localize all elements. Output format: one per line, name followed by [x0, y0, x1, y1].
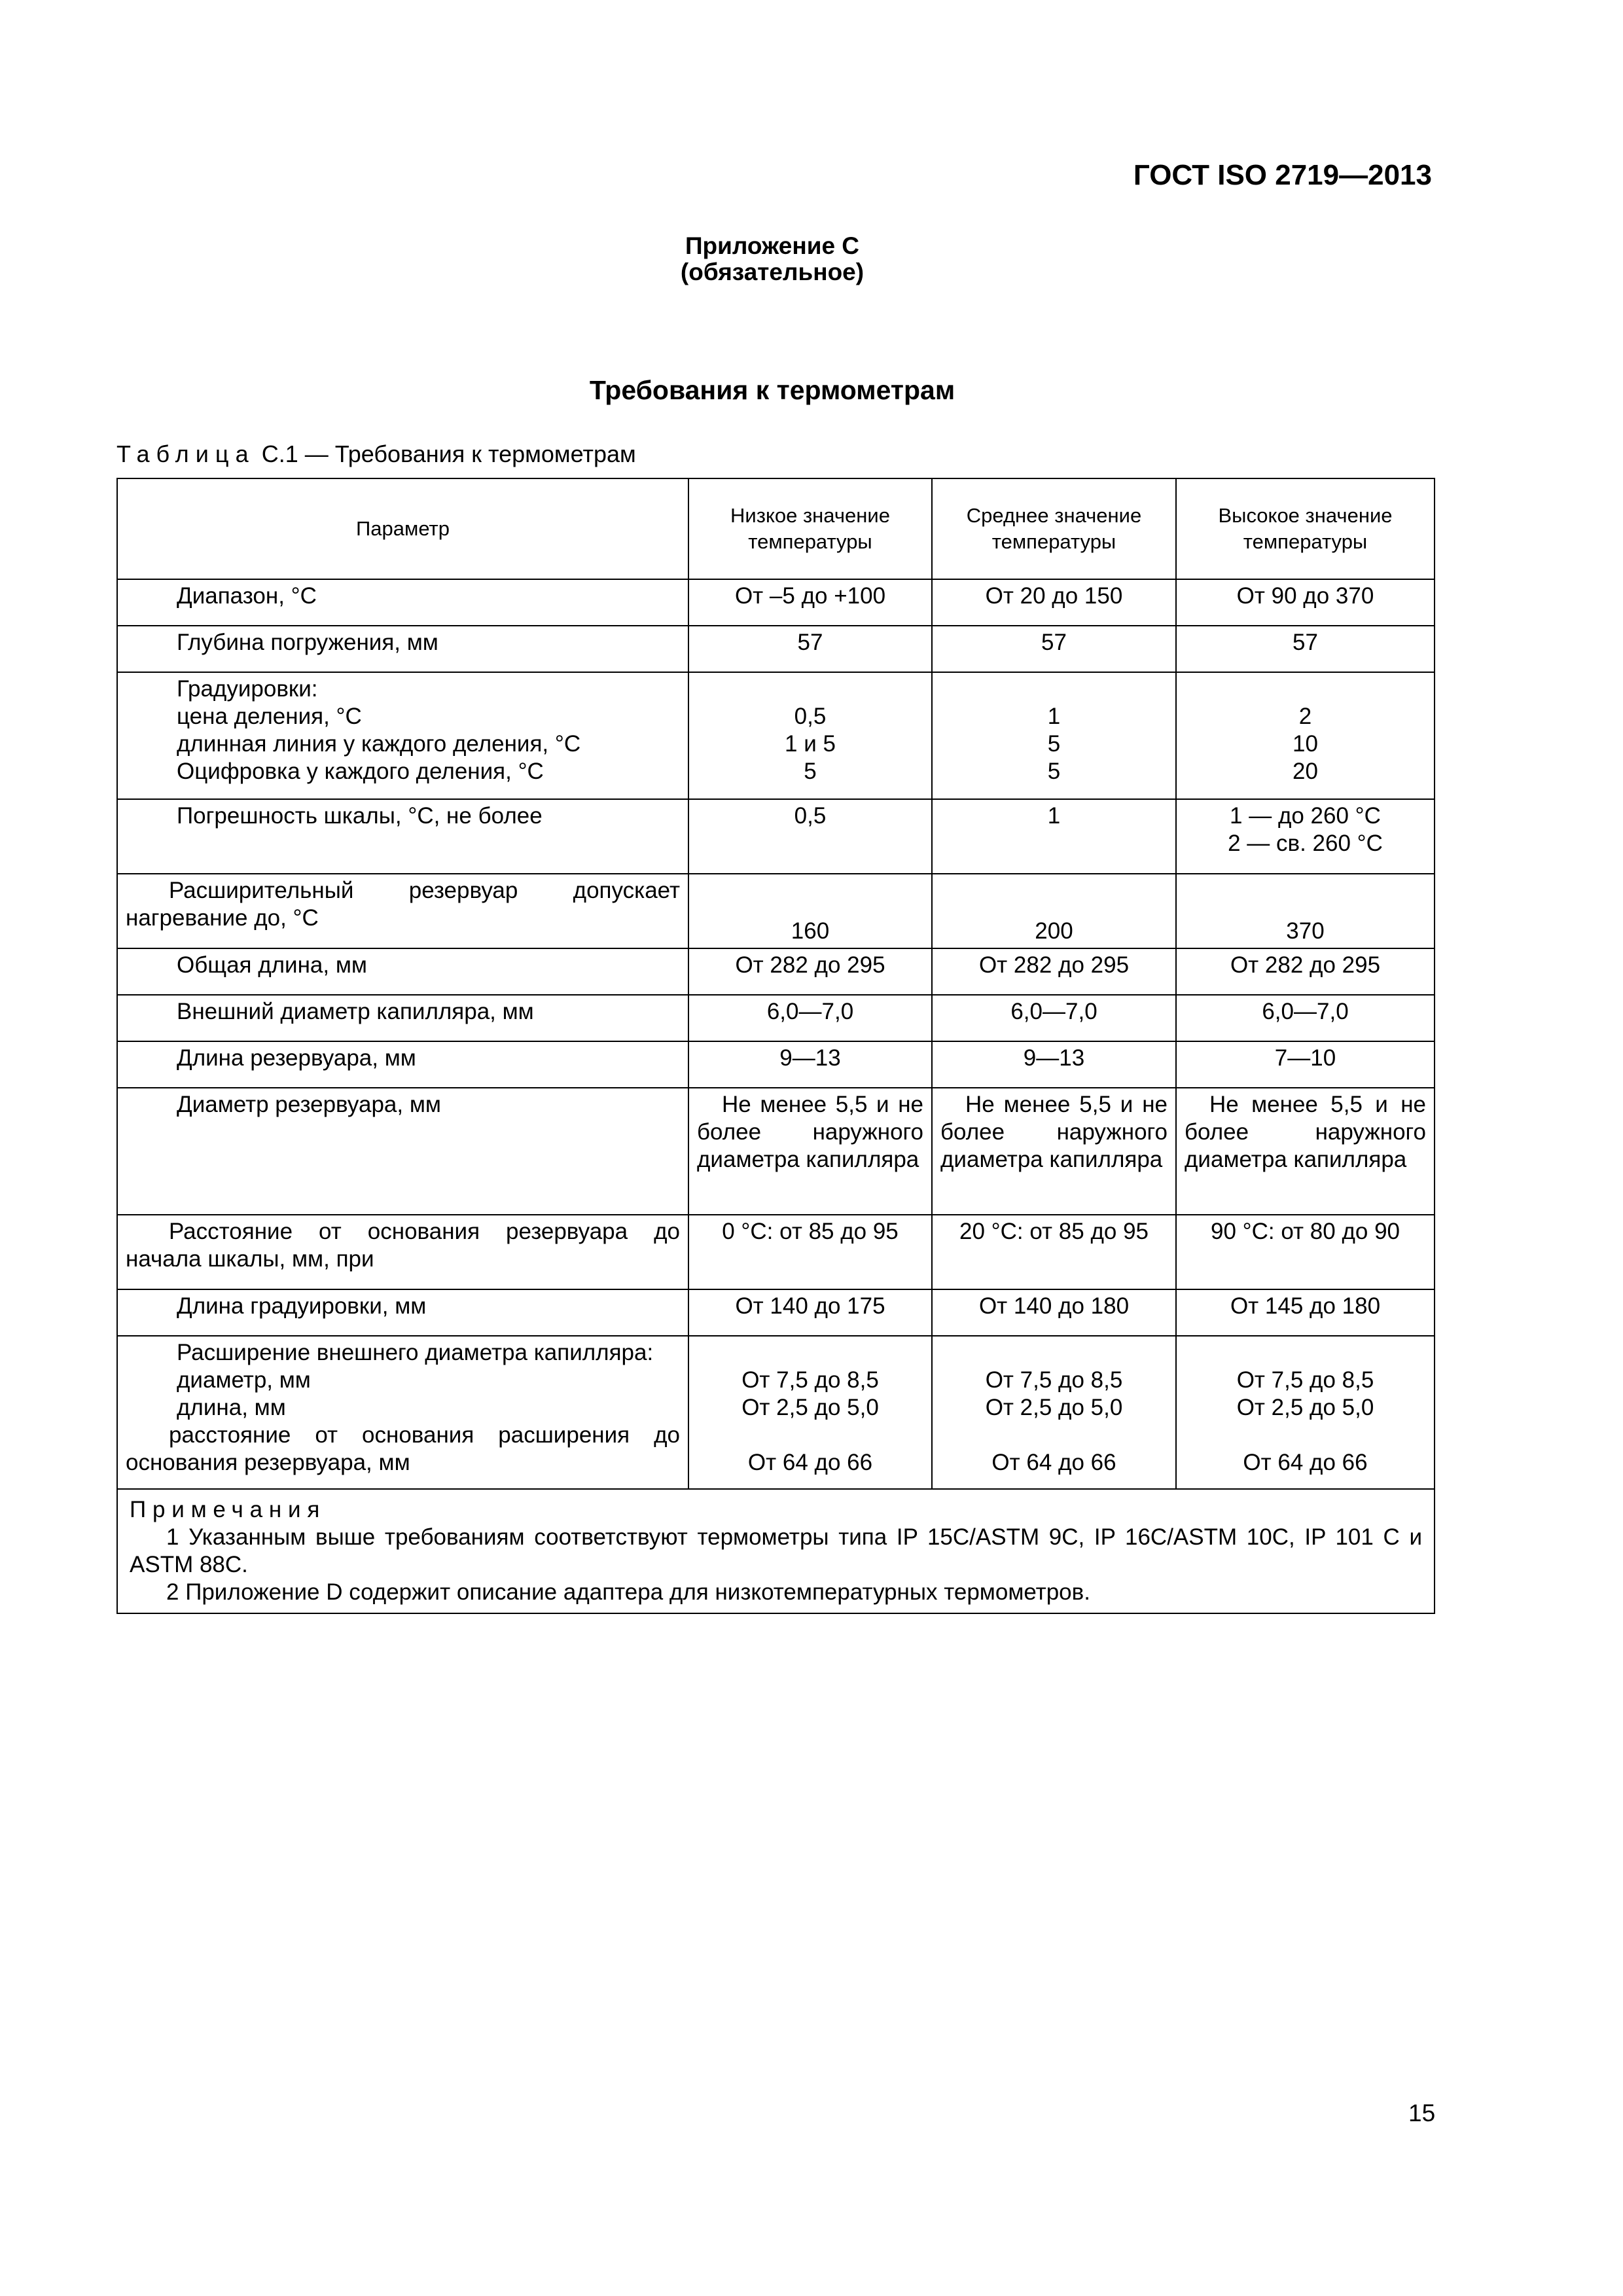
high-cell: [1176, 799, 1435, 874]
value-line: От 64 до 66: [1243, 1450, 1368, 1475]
param-cell: [117, 1041, 688, 1088]
high-cell: 6,0—7,0: [1176, 995, 1435, 1041]
table-row: [117, 579, 1435, 626]
param-text: Расстояние от основания резервуара до начала шкалы, мм, при: [126, 1219, 680, 1272]
param-cell: [117, 626, 688, 672]
mid-cell: От 140 до 180: [932, 1289, 1176, 1336]
low-cell: 0,5: [688, 799, 932, 874]
value-line: От 64 до 66: [991, 1450, 1116, 1475]
low-cell: 57: [688, 626, 932, 672]
requirements-table: [116, 478, 1435, 1614]
param-text: Диаметр резервуара, мм: [177, 1092, 441, 1117]
page-number: 15: [1408, 2100, 1436, 2126]
table-row: [117, 672, 1435, 799]
value-line: 5: [804, 759, 817, 784]
param-text: Общая длина, мм: [177, 952, 367, 978]
header-parameter: Параметр: [117, 478, 688, 579]
mid-cell: [932, 874, 1176, 948]
section-title: Требования к термометрам: [589, 375, 955, 405]
notes-row: [117, 1489, 1435, 1613]
high-cell: От 282 до 295: [1176, 948, 1435, 995]
mid-cell: 57: [932, 626, 1176, 672]
value-line: 1 — до 260 °С: [1230, 803, 1381, 829]
value-line: От 2,5 до 5,0: [985, 1395, 1123, 1420]
value-line: 20: [1293, 759, 1318, 784]
param-line: Расширение внешнего диаметра капилляра:: [177, 1340, 654, 1365]
value-text: 370: [1286, 918, 1325, 944]
table-row: [117, 874, 1435, 948]
header-low: Низкое значение температуры: [688, 478, 932, 579]
note-item: 2 Приложение D содержит описание адаптера для низкотемпературных термометров.: [166, 1579, 1090, 1605]
notes-heading: Примечания: [130, 1497, 327, 1522]
header-mid: Среднее значение температуры: [932, 478, 1176, 579]
param-line: длина, мм: [177, 1395, 286, 1420]
mid-cell: [932, 672, 1176, 799]
value-line: 1 и 5: [785, 731, 836, 757]
mid-cell: 9—13: [932, 1041, 1176, 1088]
low-cell: От –5 до +100: [688, 579, 932, 626]
table-row: [117, 626, 1435, 672]
low-cell: 6,0—7,0: [688, 995, 932, 1041]
mid-cell: От 20 до 150: [932, 579, 1176, 626]
param-cell: [117, 874, 688, 948]
param-line: Градуировки:: [177, 676, 318, 702]
annex-title: Приложение С: [685, 232, 860, 259]
param-cell: [117, 1088, 688, 1215]
param-line: расстояние от основания расширения до основания резервуара, мм: [126, 1422, 680, 1475]
high-cell: 7—10: [1176, 1041, 1435, 1088]
param-cell: [117, 799, 688, 874]
annex-status: (обязательное): [680, 259, 865, 285]
param-text: Расширительный резервуар допускает нагревание до, °С: [126, 878, 680, 931]
mid-cell: 6,0—7,0: [932, 995, 1176, 1041]
param-line: длинная линия у каждого деления, °С: [177, 731, 581, 757]
param-text: Диапазон, °С: [177, 583, 317, 609]
low-cell: 0 °С: от 85 до 95: [688, 1215, 932, 1289]
table-caption-text: С.1 — Требования к термометрам: [261, 440, 636, 467]
note-item: 1 Указанным выше требованиям соответствуют термометры типа IP 15C/ASTM 9C, IP 16C/ASTM 10C, IP 101 C и ASTM 88C.: [130, 1524, 1422, 1577]
param-text: Глубина погружения, мм: [177, 630, 438, 655]
param-text: Длина резервуара, мм: [177, 1045, 416, 1071]
high-cell: 90 °С: от 80 до 90: [1176, 1215, 1435, 1289]
param-line: цена деления, °С: [177, 704, 362, 729]
high-cell: [1176, 1336, 1435, 1489]
value-text: Не менее 5,5 и не более наружного диаметра капилляра: [697, 1092, 923, 1172]
value-line: От 64 до 66: [747, 1450, 873, 1475]
param-text: Длина градуировки, мм: [177, 1293, 427, 1319]
value-line: 5: [1047, 731, 1061, 757]
table-row: [117, 1215, 1435, 1289]
high-cell: [1176, 672, 1435, 799]
table-row: [117, 1088, 1435, 1215]
mid-cell: 20 °С: от 85 до 95: [932, 1215, 1176, 1289]
low-cell: [688, 1336, 932, 1489]
header-high: Высокое значение температуры: [1176, 478, 1435, 579]
value-line: 5: [1047, 759, 1061, 784]
high-cell: 57: [1176, 626, 1435, 672]
standard-number: ГОСТ ISO 2719—2013: [1133, 159, 1432, 191]
low-cell: 9—13: [688, 1041, 932, 1088]
mid-cell: [932, 1336, 1176, 1489]
low-cell: [688, 672, 932, 799]
table-row: [117, 799, 1435, 874]
value-line: От 2,5 до 5,0: [741, 1395, 879, 1420]
high-cell: От 90 до 370: [1176, 579, 1435, 626]
param-cell: [117, 579, 688, 626]
table-caption: [116, 440, 636, 468]
param-cell: [117, 995, 688, 1041]
high-cell: [1176, 874, 1435, 948]
value-line: 2: [1298, 704, 1312, 729]
low-cell: От 282 до 295: [688, 948, 932, 995]
table-row: [117, 1289, 1435, 1336]
high-cell: От 145 до 180: [1176, 1289, 1435, 1336]
low-cell: [688, 874, 932, 948]
value-text: Не менее 5,5 и не более наружного диаметра капилляра: [940, 1092, 1168, 1172]
table-header-row: [117, 478, 1435, 579]
value-text: Не менее 5,5 и не более наружного диаметра капилляра: [1185, 1092, 1426, 1172]
value-line: 1: [1047, 704, 1061, 729]
param-line: диаметр, мм: [177, 1367, 311, 1393]
table-row: [117, 1041, 1435, 1088]
mid-cell: [932, 1088, 1176, 1215]
value-line: От 2,5 до 5,0: [1236, 1395, 1374, 1420]
value-line: 2 — св. 260 °С: [1228, 831, 1383, 856]
param-text: Погрешность шкалы, °С, не более: [177, 803, 543, 829]
param-cell: [117, 1289, 688, 1336]
param-line: Оцифровка у каждого деления, °С: [177, 759, 544, 784]
value-text: 160: [791, 918, 830, 944]
param-cell: [117, 948, 688, 995]
low-cell: От 140 до 175: [688, 1289, 932, 1336]
param-text: Внешний диаметр капилляра, мм: [177, 999, 534, 1024]
table-row: [117, 995, 1435, 1041]
param-cell: [117, 1336, 688, 1489]
value-text: 200: [1035, 918, 1073, 944]
low-cell: [688, 1088, 932, 1215]
param-cell: [117, 672, 688, 799]
value-line: 10: [1293, 731, 1318, 757]
param-cell: [117, 1215, 688, 1289]
notes-cell: [117, 1489, 1435, 1613]
table-caption-word: Таблица: [116, 440, 255, 467]
value-line: От 7,5 до 8,5: [1236, 1367, 1374, 1393]
table-row: [117, 1336, 1435, 1489]
value-line: 0,5: [794, 704, 827, 729]
high-cell: [1176, 1088, 1435, 1215]
value-line: От 7,5 до 8,5: [741, 1367, 879, 1393]
mid-cell: От 282 до 295: [932, 948, 1176, 995]
value-line: От 7,5 до 8,5: [985, 1367, 1123, 1393]
table-row: [117, 948, 1435, 995]
mid-cell: 1: [932, 799, 1176, 874]
